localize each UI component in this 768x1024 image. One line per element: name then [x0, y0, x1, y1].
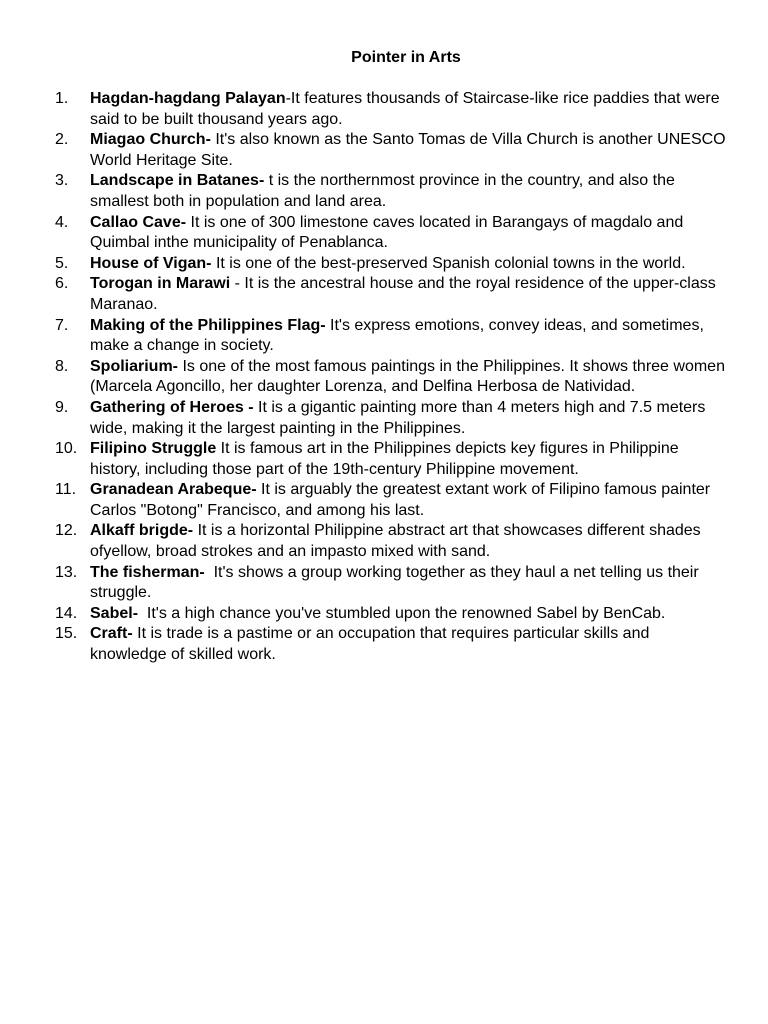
list-item-description: It is one of the best-preserved Spanish colonial towns in the world.: [211, 254, 686, 272]
list-item-number: 10.: [55, 440, 78, 458]
list-item: [0, 439, 768, 480]
list-item-description: It's a high chance you've stumbled upon the renowned Sabel by BenCab.: [138, 604, 666, 622]
list-item: [0, 563, 768, 604]
list-item-number: 15.: [55, 625, 78, 643]
list-item-term: Callao Cave-: [90, 213, 187, 231]
list-item-number: 3.: [55, 172, 69, 190]
list-item-number: 5.: [55, 254, 69, 272]
list-item: [0, 624, 768, 665]
list-item-number: 11.: [55, 481, 77, 499]
list-item-term: Miagao Church-: [90, 131, 211, 149]
list-item-description: It is one of 300 limestone caves located in Barangays of magdalo and Quimbal inthe municipality of Penablanca.: [90, 213, 688, 252]
list-item-term: Making of the Philippines Flag-: [90, 316, 326, 334]
pointer-list: [0, 89, 768, 666]
list-item-number: 7.: [55, 316, 69, 334]
list-item-term: Granadean Arabeque-: [90, 481, 257, 499]
list-item-number: 9.: [55, 398, 69, 416]
list-item-description: It's shows a group working together as they haul a net telling us their struggle.: [90, 563, 704, 602]
list-item-term: Sabel-: [90, 604, 139, 622]
list-item-term: Landscape in Batanes-: [90, 172, 265, 190]
list-item-description: It is a horizontal Philippine abstract art that showcases different shades ofyellow, broad strokes and an impasto mixed with sand.: [90, 522, 706, 561]
list-item: [0, 213, 768, 254]
list-item-number: 4.: [55, 213, 69, 231]
list-item: [0, 316, 768, 357]
list-item-description: t is the northernmost province in the country, and also the smallest both in population and land area.: [90, 172, 680, 210]
list-item: [0, 398, 768, 439]
list-item-number: 6.: [55, 275, 69, 293]
list-item-number: 13.: [55, 563, 78, 581]
list-item: [0, 89, 768, 130]
list-item: [0, 521, 768, 562]
list-item-term: Filipino Struggle: [90, 440, 217, 458]
list-item: [0, 254, 768, 275]
list-item-description: It's also known as the Santo Tomas de Villa Church is another UNESCO World Heritage Site.: [90, 131, 731, 169]
list-item-number: 1.: [55, 90, 69, 107]
list-item: [0, 274, 768, 315]
list-item-description: Is one of the most famous paintings in the Philippines. It shows three women (Marcela Agoncillo, her daughter Lorenza, and Delfina Herbosa de Natividad.: [90, 357, 730, 396]
list-item: [0, 480, 768, 521]
list-item-term: Spoliarium-: [90, 357, 179, 375]
list-item-description: It's express emotions, convey ideas, and sometimes, make a change in society.: [90, 316, 709, 355]
list-item-number: 14.: [55, 604, 78, 622]
list-item-term: The fisherman-: [90, 563, 205, 581]
list-item-term: Hagdan-hagdang Palayan: [90, 90, 286, 107]
list-item: [0, 604, 768, 625]
list-item: [0, 357, 768, 398]
list-item-term: Gathering of Heroes -: [90, 398, 254, 416]
list-item-description: It is a gigantic painting more than 4 meters high and 7.5 meters wide, making it the largest painting in the Philippines.: [90, 398, 710, 437]
list-item-term: Torogan in Marawi: [90, 275, 231, 293]
list-item: [0, 171, 768, 212]
list-item-description: -It features thousands of Staircase-like rice paddies that were said to be built thousand years ago.: [90, 90, 725, 128]
list-item-term: Craft-: [90, 625, 133, 643]
list-item: [0, 130, 768, 171]
list-item-description: It is trade is a pastime or an occupation that requires particular skills and knowledge of skilled work.: [90, 625, 654, 664]
list-item-number: 12.: [55, 522, 78, 540]
list-item-number: 8.: [55, 357, 69, 375]
list-item-description: - It is the ancestral house and the royal residence of the upper-class Maranao.: [90, 275, 721, 313]
list-item-description: It is arguably the greatest extant work of Filipino famous painter Carlos "Botong" Francisco, and among his last.: [90, 481, 715, 519]
document-title: Pointer in Arts: [351, 49, 461, 66]
list-item-term: Alkaff brigde-: [90, 522, 194, 540]
list-item-number: 2.: [55, 131, 69, 149]
list-item-term: House of Vigan-: [90, 254, 212, 272]
list-item-description: It is famous art in the Philippines depicts key figures in Philippine history, including those part of the 19th-century Philippine movement.: [90, 440, 684, 478]
